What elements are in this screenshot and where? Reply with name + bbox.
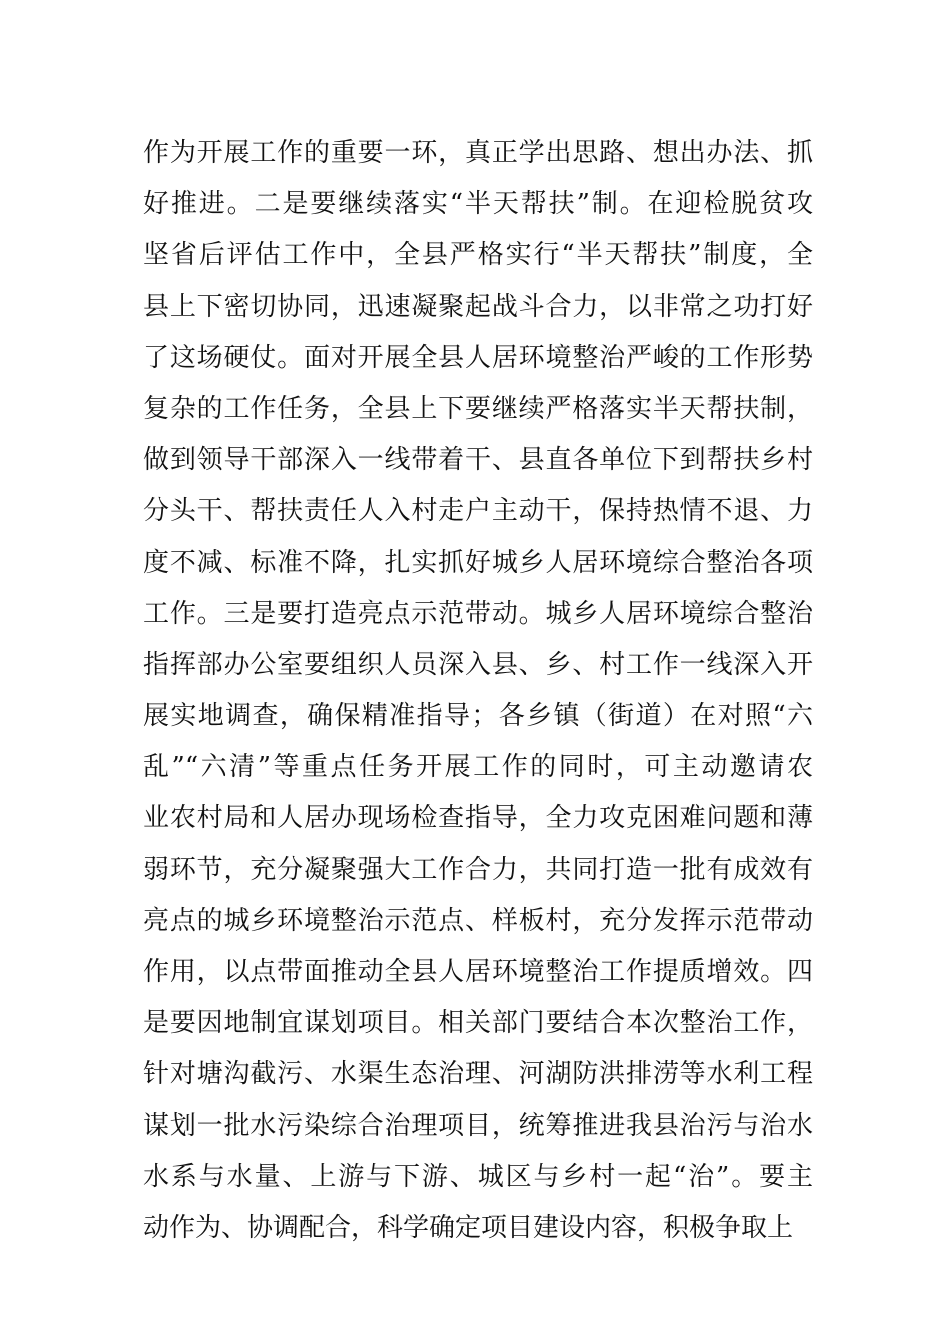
text-line-18: 是要因地制宜谋划项目。相关部门要结合本次整治工作， [143,1008,813,1039]
text-line-7: 做到领导干部深入一线带着干、县直各单位下到帮扶乡村 [143,445,813,476]
text-line-20: 谋划一批水污染综合治理项目，统筹推进我县治污与治水 [143,1110,813,1141]
text-line-15: 弱环节，充分凝聚强大工作合力，共同打造一批有成效有 [143,854,813,885]
text-line-14: 业农村局和人居办现场检查指导，全力攻克困难问题和薄 [143,803,813,834]
text-line-9: 度不减、标准不降，扎实抓好城乡人居环境综合整治各项 [143,547,813,578]
text-line-5: 了这场硬仗。面对开展全县人居环境整治严峻的工作形势 [143,342,813,373]
text-line-6: 复杂的工作任务，全县上下要继续严格落实半天帮扶制， [143,393,813,424]
text-line-8: 分头干、帮扶责任人入村走户主动干，保持热情不退、力 [143,496,813,527]
text-line-1: 作为开展工作的重要一环，真正学出思路、想出办法、抓 [143,138,813,168]
body-paragraph [143,128,813,1254]
text-line-19: 针对塘沟截污、水渠生态治理、河湖防洪排涝等水利工程 [143,1059,813,1090]
text-line-12: 展实地调查，确保精准指导；各乡镇（街道）在对照“六 [143,701,813,732]
text-line-4: 县上下密切协同，迅速凝聚起战斗合力，以非常之功打好 [143,291,813,322]
text-line-10: 工作。三是要打造亮点示范带动。城乡人居环境综合整治 [143,598,813,629]
text-line-22: 动作为、协调配合，科学确定项目建设内容，积极争取上 [143,1212,794,1243]
text-line-13: 乱”“六清”等重点任务开展工作的同时，可主动邀请农 [143,752,813,783]
text-line-16: 亮点的城乡环境整治示范点、样板村，充分发挥示范带动 [143,905,813,936]
text-line-21: 水系与水量、上游与下游、城区与乡村一起“治”。要主 [143,1161,813,1192]
text-line-2: 好推进。二是要继续落实“半天帮扶”制。在迎检脱贫攻 [143,189,813,220]
text-line-17: 作用，以点带面推动全县人居环境整治工作提质增效。四 [143,957,813,987]
text-line-11: 指挥部办公室要组织人员深入县、乡、村工作一线深入开 [143,649,813,680]
text-line-3: 坚省后评估工作中，全县严格实行“半天帮扶”制度，全 [143,240,813,271]
